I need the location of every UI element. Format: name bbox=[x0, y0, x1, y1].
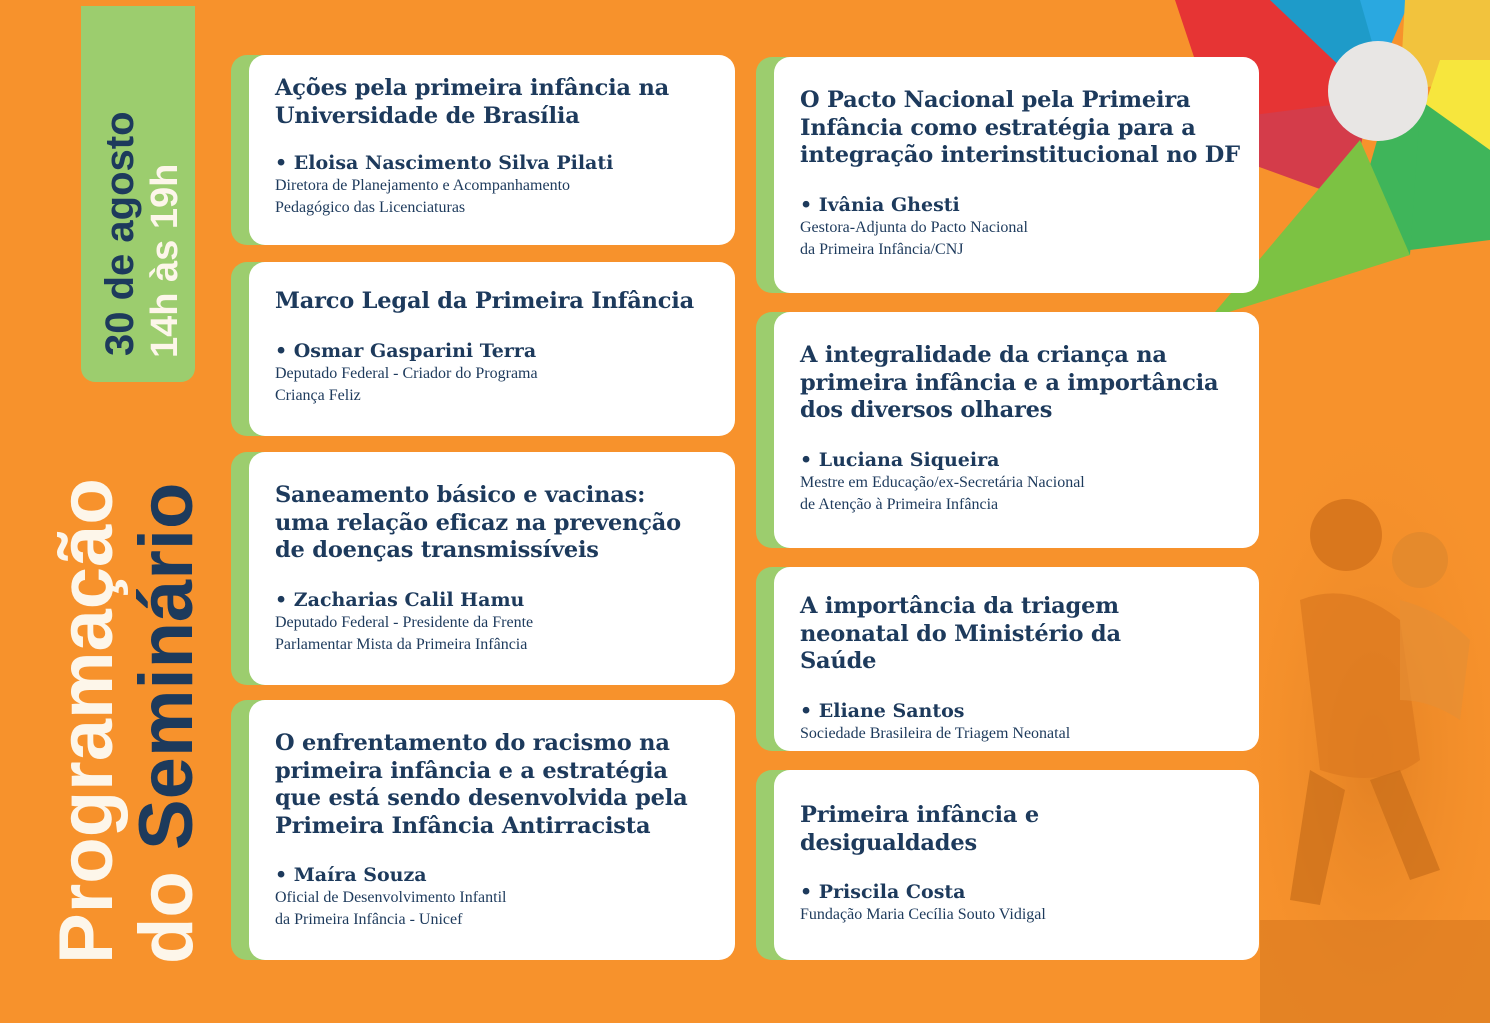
session-card bbox=[231, 700, 735, 960]
speaker-role: Deputado Federal - Presidente da Frente Parlamentar Mista da Primeira Infância bbox=[275, 613, 534, 653]
speaker-name: • Eloisa Nascimento Silva Pilati bbox=[275, 152, 614, 174]
session-title: Marco Legal da Primeira Infância bbox=[275, 288, 695, 314]
session-title: O enfrentamento do racismo na primeira infância e a estratégia que está sendo desenvolvida pela Primeira Infância Antirracista bbox=[275, 730, 688, 839]
program-title-line1: Programação bbox=[44, 478, 129, 964]
speaker-role: Fundação Maria Cecília Souto Vidigal bbox=[800, 906, 1046, 923]
session-card bbox=[231, 262, 735, 436]
children-playing-photo bbox=[1230, 430, 1490, 1023]
speaker-role: Diretora de Planejamento e Acompanhamento Pedagógico das Licenciaturas bbox=[275, 177, 571, 216]
program-title-word-do: do bbox=[124, 871, 209, 964]
program-title-line2 bbox=[124, 482, 209, 964]
speaker-name: • Ivânia Ghesti bbox=[800, 193, 960, 216]
session-title: Primeira infância e desigualdades bbox=[800, 802, 1039, 856]
speaker-role: Sociedade Brasileira de Triagem Neonatal bbox=[800, 724, 1071, 742]
speaker-name: • Luciana Siqueira bbox=[800, 448, 1000, 471]
speaker-name: • Zacharias Calil Hamu bbox=[275, 588, 525, 611]
session-card bbox=[756, 567, 1259, 751]
speaker-role: Oficial de Desenvolvimento Infantil da Primeira Infância - Unicef bbox=[275, 889, 507, 928]
speaker-role: Mestre em Educação/ex-Secretária Nacional de Atenção à Primeira Infância bbox=[800, 473, 1085, 513]
speaker-role: Gestora-Adjunta do Pacto Nacional da Primeira Infância/CNJ bbox=[800, 218, 1028, 258]
speaker-role: Deputado Federal - Criador do Programa Criança Feliz bbox=[275, 364, 538, 404]
session-title: Ações pela primeira infância na Universidade de Brasília bbox=[275, 75, 669, 129]
session-card bbox=[756, 312, 1259, 548]
speaker-name: • Osmar Gasparini Terra bbox=[275, 339, 537, 362]
speaker-name: • Priscila Costa bbox=[800, 881, 966, 903]
program-title-word-seminario: Seminário bbox=[124, 482, 209, 851]
session-title: O Pacto Nacional pela Primeira Infância como estratégia para a integração interinstitucional no DF bbox=[800, 87, 1240, 168]
speaker-name: • Eliane Santos bbox=[800, 699, 965, 722]
speaker-name: • Maíra Souza bbox=[275, 864, 427, 886]
session-title: A importância da triagem neonatal do Ministério da Saúde bbox=[800, 593, 1121, 674]
session-card bbox=[756, 770, 1259, 960]
session-card bbox=[231, 452, 735, 685]
session-title: A integralidade da criança na primeira infância e a importância dos diversos olhares bbox=[800, 342, 1219, 423]
session-card bbox=[231, 55, 735, 245]
event-date: 30 de agosto bbox=[98, 111, 142, 356]
event-time: 14h às 19h bbox=[144, 163, 186, 358]
session-card bbox=[756, 57, 1259, 293]
session-title: Saneamento básico e vacinas: uma relação eficaz na prevenção de doenças transmissíveis bbox=[275, 482, 681, 563]
